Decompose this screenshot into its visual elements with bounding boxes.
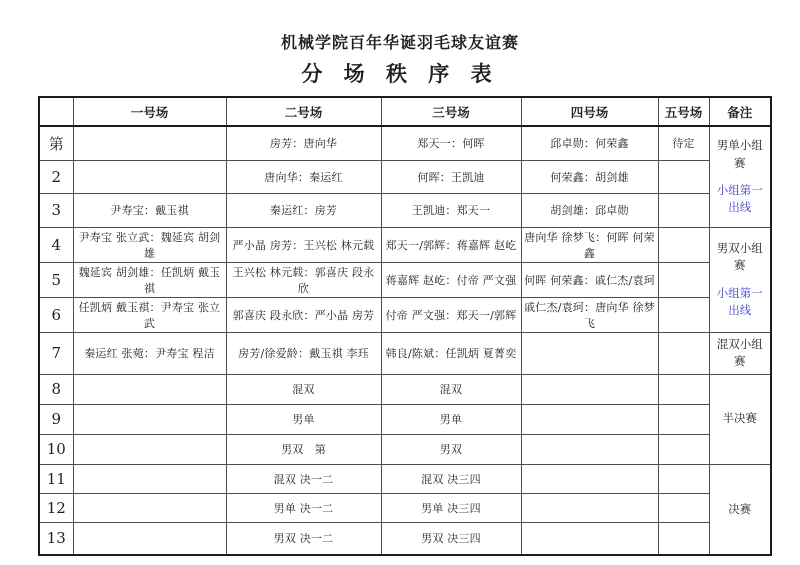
match-cell: 何晖 何荣鑫：戚仁杰/袁珂 xyxy=(521,262,658,297)
table-row xyxy=(39,434,771,464)
header-court-3: 三号场 xyxy=(381,97,521,126)
table-row xyxy=(39,193,771,227)
match-cell xyxy=(73,522,226,555)
remark-stage: 男单小组赛 xyxy=(716,138,763,170)
remark-cell xyxy=(709,464,771,555)
match-cell xyxy=(73,126,226,160)
match-cell xyxy=(521,493,658,522)
match-cell: 韩良/陈斌：任凯炳 夏菁奕 xyxy=(381,332,521,374)
match-cell xyxy=(658,297,709,332)
match-cell xyxy=(73,404,226,434)
header-court-4: 四号场 xyxy=(521,97,658,126)
match-cell: 王凯迪：郑天一 xyxy=(381,193,521,227)
row-number: 9 xyxy=(39,404,73,434)
row-number: 4 xyxy=(39,227,73,262)
match-cell xyxy=(658,404,709,434)
row-number: 3 xyxy=(39,193,73,227)
match-cell: 严小晶 房芳：王兴松 林元载 xyxy=(226,227,381,262)
match-cell xyxy=(521,464,658,493)
match-cell: 任凯炳 戴玉祺：尹寿宝 张立武 xyxy=(73,297,226,332)
match-cell: 郑天一/郭辉：蒋嘉辉 赵屹 xyxy=(381,227,521,262)
row-number: 2 xyxy=(39,160,73,193)
remark-cell xyxy=(709,332,771,374)
match-cell xyxy=(521,522,658,555)
match-cell xyxy=(658,262,709,297)
header-court-5: 五号场 xyxy=(658,97,709,126)
header-court-2: 二号场 xyxy=(226,97,381,126)
match-cell xyxy=(73,160,226,193)
match-cell xyxy=(658,332,709,374)
row-number: 13 xyxy=(39,522,73,555)
row-number: 第 xyxy=(39,126,73,160)
match-cell xyxy=(658,493,709,522)
match-cell: 王兴松 林元载：郭喜庆 段永欣 xyxy=(226,262,381,297)
document-subtitle: 分 场 秩 序 表 xyxy=(301,61,499,86)
match-cell: 混双 决三四 xyxy=(381,464,521,493)
match-cell: 男双 xyxy=(381,434,521,464)
header-remark: 备注 xyxy=(709,97,771,126)
table-row xyxy=(39,126,771,160)
match-cell: 唐向华 徐梦飞：何晖 何荣鑫 xyxy=(521,227,658,262)
match-cell: 混双 xyxy=(226,374,381,404)
match-cell xyxy=(658,374,709,404)
match-cell xyxy=(658,434,709,464)
match-cell: 房芳/徐爱龄：戴玉祺 李珏 xyxy=(226,332,381,374)
row-number: 11 xyxy=(39,464,73,493)
match-cell: 男单 决一二 xyxy=(226,493,381,522)
match-cell xyxy=(658,464,709,493)
match-cell: 男单 xyxy=(381,404,521,434)
header-row xyxy=(39,97,771,126)
match-cell xyxy=(521,434,658,464)
header-court-1: 一号场 xyxy=(73,97,226,126)
match-cell: 房芳：唐向华 xyxy=(226,126,381,160)
match-cell xyxy=(658,227,709,262)
remark-cell xyxy=(709,227,771,332)
remark-note: 小组第一出线 xyxy=(716,182,763,214)
match-cell: 胡剑雄：邱卓勋 xyxy=(521,193,658,227)
match-cell: 混双 xyxy=(381,374,521,404)
remark-note: 小组第一出线 xyxy=(716,285,763,317)
row-number: 10 xyxy=(39,434,73,464)
table-row xyxy=(39,332,771,374)
match-cell: 郭喜庆 段永欣：严小晶 房芳 xyxy=(226,297,381,332)
remark-stage: 男双小组赛 xyxy=(716,241,763,273)
row-number: 8 xyxy=(39,374,73,404)
match-cell: 男双 决三四 xyxy=(381,522,521,555)
match-cell: 待定 xyxy=(658,126,709,160)
match-cell: 男单 决三四 xyxy=(381,493,521,522)
remark-stage: 混双小组赛 xyxy=(716,336,763,368)
match-cell: 邱卓勋：何荣鑫 xyxy=(521,126,658,160)
table-row xyxy=(39,262,771,297)
row-number: 7 xyxy=(39,332,73,374)
table-row xyxy=(39,160,771,193)
remark-stage: 半决赛 xyxy=(722,411,757,426)
match-cell xyxy=(521,332,658,374)
match-cell xyxy=(658,522,709,555)
match-cell: 戚仁杰/袁珂：唐向华 徐梦飞 xyxy=(521,297,658,332)
table-row xyxy=(39,374,771,404)
match-cell: 尹寿宝 张立武：魏延宾 胡剑雄 xyxy=(73,227,226,262)
match-cell: 尹寿宝：戴玉祺 xyxy=(73,193,226,227)
row-number: 12 xyxy=(39,493,73,522)
remark-stage: 决赛 xyxy=(728,501,752,516)
schedule-table xyxy=(38,96,772,556)
match-cell xyxy=(521,374,658,404)
match-cell xyxy=(658,160,709,193)
remark-cell xyxy=(709,126,771,227)
match-cell: 秦运红 张菀：尹寿宝 程洁 xyxy=(73,332,226,374)
match-cell xyxy=(73,464,226,493)
row-number: 5 xyxy=(39,262,73,297)
row-number: 6 xyxy=(39,297,73,332)
table-row xyxy=(39,227,771,262)
header-index xyxy=(39,97,73,126)
match-cell: 男双 第 xyxy=(226,434,381,464)
match-cell: 蒋嘉辉 赵屹：付帝 严文强 xyxy=(381,262,521,297)
match-cell: 男双 决一二 xyxy=(226,522,381,555)
match-cell xyxy=(521,404,658,434)
match-cell xyxy=(73,434,226,464)
match-cell: 何晖：王凯迪 xyxy=(381,160,521,193)
match-cell: 何荣鑫：胡剑雄 xyxy=(521,160,658,193)
table-row xyxy=(39,522,771,555)
match-cell xyxy=(73,374,226,404)
match-cell: 男单 xyxy=(226,404,381,434)
match-cell: 秦运红：房芳 xyxy=(226,193,381,227)
match-cell: 郑天一：何晖 xyxy=(381,126,521,160)
document-title: 机械学院百年华诞羽毛球友谊赛 xyxy=(280,33,519,52)
match-cell: 付帝 严文强：郑天一/郭辉 xyxy=(381,297,521,332)
table-row xyxy=(39,464,771,493)
match-cell xyxy=(658,193,709,227)
table-row xyxy=(39,493,771,522)
remark-cell xyxy=(709,374,771,464)
table-row xyxy=(39,404,771,434)
table-row xyxy=(39,297,771,332)
match-cell xyxy=(73,493,226,522)
match-cell: 混双 决一二 xyxy=(226,464,381,493)
match-cell: 唐向华：秦运红 xyxy=(226,160,381,193)
match-cell: 魏延宾 胡剑雄：任凯炳 戴玉祺 xyxy=(73,262,226,297)
